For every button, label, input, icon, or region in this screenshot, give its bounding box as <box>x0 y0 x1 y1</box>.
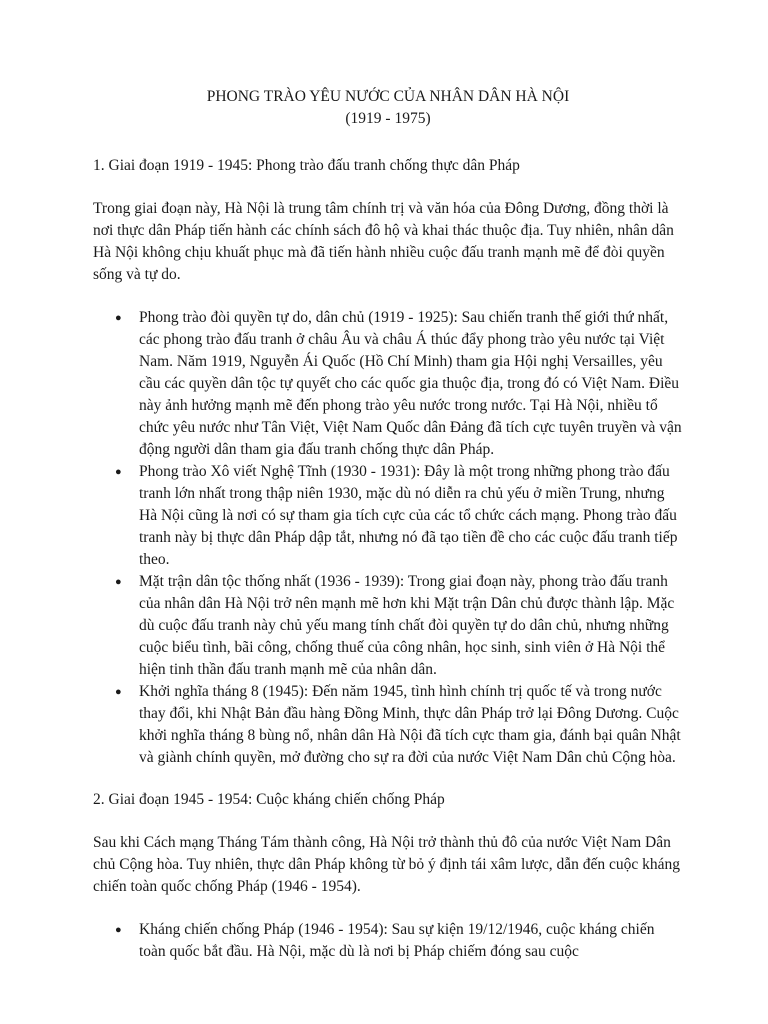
bullet-icon: ● <box>115 466 122 478</box>
title-line-1: PHONG TRÀO YÊU NƯỚC CỦA NHÂN DÂN HÀ NỘI <box>206 88 570 105</box>
document-title <box>93 86 683 130</box>
list-item-text: Phong trào đòi quyền tự do, dân chủ (1919 - 1925): Sau chiến tranh thế giới thứ nhất, các phong trào đấu tranh ở châu Âu và châu Á thúc đẩy phong trào yêu nước tại Việt Nam. Năm 1919, Nguyễn Ái Quốc (Hồ Chí Minh) tham gia Hội nghị Versailles, yêu cầu các quyền dân tộc tự quyết cho các quốc gia thuộc địa, trong đó có Việt Nam. Điều này ảnh hưởng mạnh mẽ đến phong trào yêu nước trong nước. Tại Hà Nội, nhiều tổ chức yêu nước như Tân Việt, Việt Nam Quốc dân Đảng đã tích cực tuyên truyền và vận động người dân tham gia đấu tranh chống thực dân Pháp. <box>139 309 682 458</box>
title-line-2: (1919 - 1975) <box>345 110 431 127</box>
list-item <box>93 461 683 571</box>
section-1-intro: Trong giai đoạn này, Hà Nội là trung tâm chính trị và văn hóa của Đông Dương, đồng thời là nơi thực dân Pháp tiến hành các chính sách đô hộ và khai thác thuộc địa. Tuy nhiên, nhân dân Hà Nội không chịu khuất phục mà đã tiến hành nhiều cuộc đấu tranh mạnh mẽ để đòi quyền sống và tự do. <box>93 200 674 283</box>
section-2-intro: Sau khi Cách mạng Tháng Tám thành công, Hà Nội trở thành thủ đô của nước Việt Nam Dân chủ Cộng hòa. Tuy nhiên, thực dân Pháp không từ bỏ ý định tái xâm lược, dẫn đến cuộc kháng chiến toàn quốc chống Pháp (1946 - 1954). <box>93 834 681 895</box>
bullet-icon: ● <box>115 686 122 698</box>
list-item-text: Kháng chiến chống Pháp (1946 - 1954): Sau sự kiện 19/12/1946, cuộc kháng chiến toàn quốc bắt đầu. Hà Nội, mặc dù là nơi bị Pháp chiếm đóng sau cuộc <box>139 921 655 960</box>
bullet-icon: ● <box>115 312 122 324</box>
list-item-text: Khởi nghĩa tháng 8 (1945): Đến năm 1945, tình hình chính trị quốc tế và trong nước thay đổi, khi Nhật Bản đầu hàng Đồng Minh, thực dân Pháp trở lại Đông Dương. Cuộc khởi nghĩa tháng 8 bùng nổ, nhân dân Hà Nội đã tích cực tham gia, đánh bại quân Nhật và giành chính quyền, mở đường cho sự ra đời của nước Việt Nam Dân chủ Cộng hòa. <box>139 683 681 766</box>
list-item-text: Mặt trận dân tộc thống nhất (1936 - 1939): Trong giai đoạn này, phong trào đấu tranh của nhân dân Hà Nội trở nên mạnh mẽ hơn khi Mặt trận Dân chủ được thành lập. Mặc dù cuộc đấu tranh này chủ yếu mang tính chất đòi quyền tự do dân chủ, nhưng những cuộc biểu tình, bãi công, chống thuế của công nhân, học sinh, sinh viên ở Hà Nội thể hiện tinh thần đấu tranh mạnh mẽ của nhân dân. <box>139 573 675 678</box>
bullet-icon: ● <box>115 576 122 588</box>
document-page <box>93 86 683 963</box>
section-1-bullet-list <box>93 307 683 769</box>
list-item <box>93 307 683 461</box>
list-item <box>93 681 683 769</box>
list-item <box>93 919 683 963</box>
list-item-text: Phong trào Xô viết Nghệ Tĩnh (1930 - 1931): Đây là một trong những phong trào đấu tranh lớn nhất trong thập niên 1930, mặc dù nó diễn ra chủ yếu ở miền Trung, nhưng Hà Nội cũng là nơi có sự tham gia tích cực của các tổ chức cách mạng. Phong trào đấu tranh này bị thực dân Pháp dập tắt, nhưng nó đã tạo tiền đề cho các cuộc đấu tranh tiếp theo. <box>139 463 678 568</box>
bullet-icon: ● <box>115 924 122 936</box>
section-2-heading: 2. Giai đoạn 1945 - 1954: Cuộc kháng chiến chống Pháp <box>93 791 445 808</box>
section-2-bullet-list <box>93 919 683 963</box>
list-item <box>93 571 683 681</box>
section-1-heading: 1. Giai đoạn 1919 - 1945: Phong trào đấu tranh chống thực dân Pháp <box>93 157 520 174</box>
